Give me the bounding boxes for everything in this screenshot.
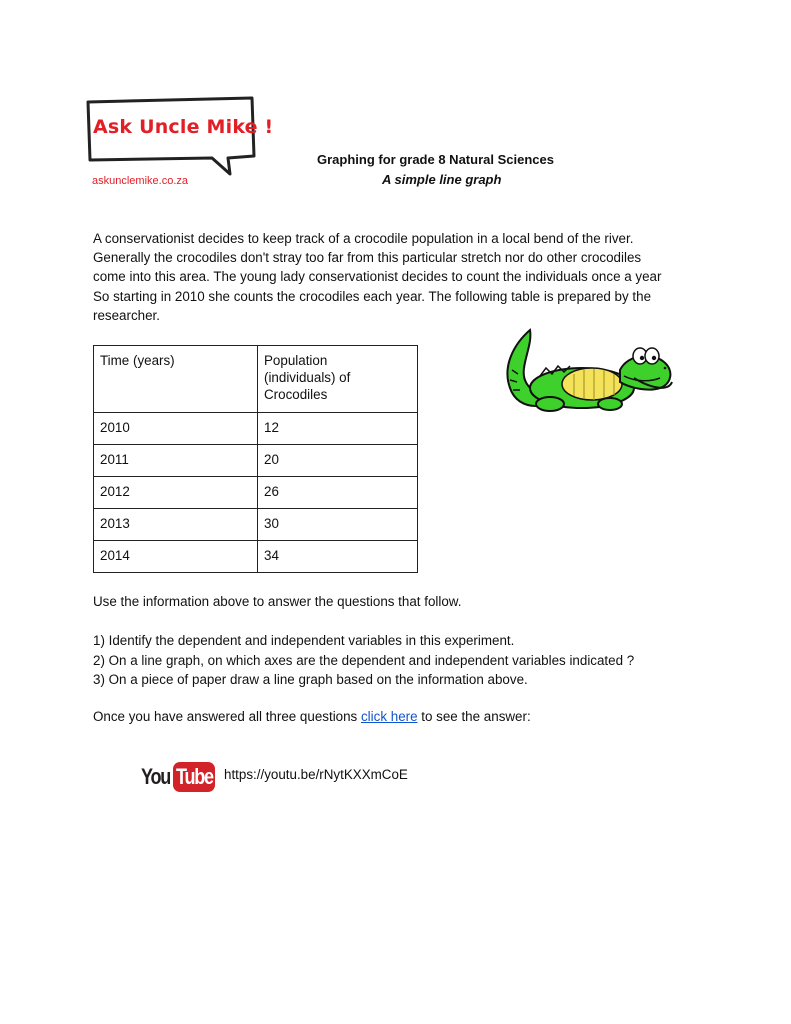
question-list <box>93 631 634 690</box>
table-header-line: (individuals) of <box>264 370 351 385</box>
answer-suffix: to see the answer: <box>417 709 531 724</box>
youtube-logo-tube: Tube <box>176 764 213 789</box>
intro-paragraph <box>93 229 713 325</box>
table-row <box>94 541 418 573</box>
table-row <box>94 445 418 477</box>
intro-line: come into this area. The young lady conservationist decides to count the individuals once a year <box>93 269 662 285</box>
table-cell: 30 <box>258 509 418 541</box>
answer-line <box>93 709 531 724</box>
table-cell: 2014 <box>94 541 258 573</box>
table-header-cell <box>258 346 418 413</box>
youtube-logo-you: You <box>141 764 171 789</box>
table-cell: 2011 <box>94 445 258 477</box>
table-cell: 26 <box>258 477 418 509</box>
answer-link[interactable]: click here <box>360 709 418 724</box>
table-cell: 34 <box>258 541 418 573</box>
table-row <box>94 477 418 509</box>
intro-line: researcher. <box>93 307 160 323</box>
page-subtitle: A simple line graph <box>382 172 502 187</box>
youtube-logo-icon[interactable] <box>141 762 217 792</box>
page-title: Graphing for grade 8 Natural Sciences <box>317 152 554 167</box>
table-cell: 20 <box>258 445 418 477</box>
table-header-row <box>94 346 418 413</box>
answer-prefix: Once you have answered all three questions <box>93 709 361 724</box>
intro-line: So starting in 2010 she counts the crocodiles each year. The following table is prepared by the <box>93 288 652 304</box>
table-header-cell: Time (years) <box>94 346 258 413</box>
table-cell: 2013 <box>94 509 258 541</box>
table-row <box>94 509 418 541</box>
instruction-text: Use the information above to answer the questions that follow. <box>93 594 462 609</box>
data-table <box>93 345 418 573</box>
question-item: 1) Identify the dependent and independent variables in this experiment. <box>93 633 515 648</box>
table-row <box>94 413 418 445</box>
table-cell: 12 <box>258 413 418 445</box>
youtube-url[interactable]: https://youtu.be/rNytKXXmCoE <box>224 767 408 782</box>
table-header-line: Crocodiles <box>264 387 328 402</box>
logo-url: askunclemike.co.za <box>92 175 188 187</box>
cartoon-crocodile-icon <box>500 326 675 416</box>
table-cell: 2010 <box>94 413 258 445</box>
question-item: 3) On a piece of paper draw a line graph based on the information above. <box>93 672 528 688</box>
intro-line: Generally the crocodiles don't stray too far from this particular stretch nor do other crocodiles <box>93 250 642 266</box>
question-item: 2) On a line graph, on which axes are the dependent and independent variables indicated ? <box>93 652 635 668</box>
table-cell: 2012 <box>94 477 258 509</box>
logo-text: Ask Uncle Mike ! <box>93 116 274 138</box>
intro-line: A conservationist decides to keep track of a crocodile population in a local bend of the river. <box>93 231 634 246</box>
table-header-line: Population <box>264 353 328 368</box>
